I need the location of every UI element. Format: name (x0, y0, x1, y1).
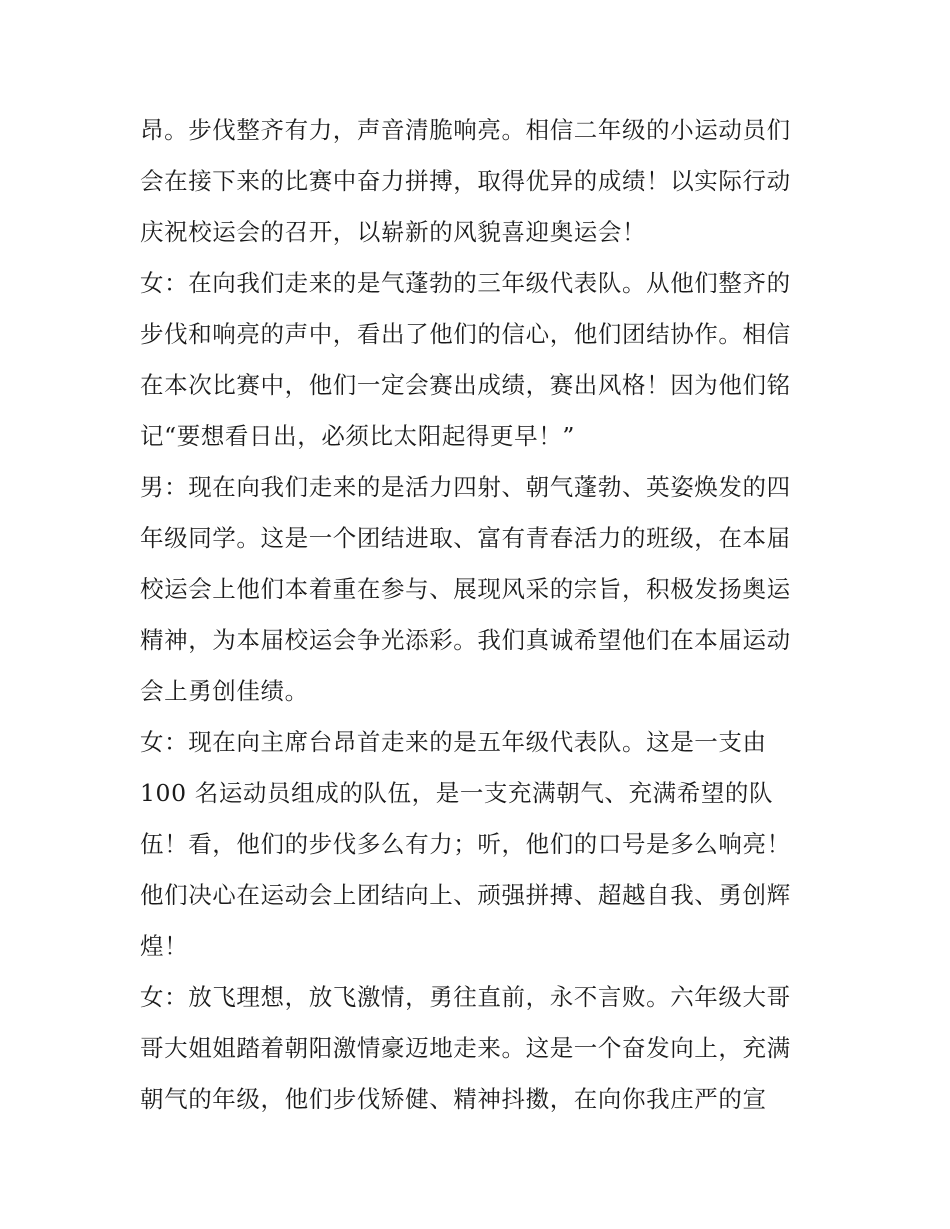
text-line: 在本次比赛中，他们一定会赛出成绩，赛出风格！因为他们铭 (140, 371, 791, 399)
text-line: 会在接下来的比赛中奋力拼搏，取得优异的成绩！以实际行动 (140, 167, 791, 195)
text-line: 庆祝校运会的召开，以崭新的风貌喜迎奥运会！ (140, 218, 647, 246)
text-line: 朝气的年级，他们步伐矫健、精神抖擞，在向你我庄严的宣 (140, 1085, 767, 1113)
text-line: 昂。步伐整齐有力，声音清脆响亮。相信二年级的小运动员们 (140, 116, 791, 144)
text-line: 年级同学。这是一个团结进取、富有青春活力的班级，在本届 (140, 524, 791, 552)
text-line: 哥大姐姐踏着朝阳激情豪迈地走来。这是一个奋发向上，充满 (140, 1034, 791, 1062)
text-line: 他们决心在运动会上团结向上、顽强拼搏、超越自我、勇创辉 (140, 881, 791, 909)
text-line: 煌！ (140, 932, 189, 960)
text-line: 精神，为本届校运会争光添彩。我们真诚希望他们在本届运动 (140, 626, 791, 654)
text-line: 女：在向我们走来的是气蓬勃的三年级代表队。从他们整齐的 (140, 269, 791, 297)
text-line: 校运会上他们本着重在参与、展现风采的宗旨，积极发扬奥运 (140, 575, 791, 603)
text-line: 记“要想看日出，必须比太阳起得更早！” (140, 422, 575, 450)
text-line: 女：放飞理想，放飞激情，勇往直前，永不言败。六年级大哥 (140, 983, 791, 1011)
document-body (140, 105, 820, 1125)
text-line: 100 名运动员组成的队伍，是一支充满朝气、充满希望的队 (140, 779, 774, 807)
text-line: 步伐和响亮的声中，看出了他们的信心，他们团结协作。相信 (140, 320, 791, 348)
text-line: 伍！看，他们的步伐多么有力；听，他们的口号是多么响亮！ (140, 830, 791, 858)
text-line: 女：现在向主席台昂首走来的是五年级代表队。这是一支由 (140, 728, 767, 756)
text-line: 会上勇创佳绩。 (140, 677, 309, 705)
text-line: 男：现在向我们走来的是活力四射、朝气蓬勃、英姿焕发的四 (140, 473, 791, 501)
